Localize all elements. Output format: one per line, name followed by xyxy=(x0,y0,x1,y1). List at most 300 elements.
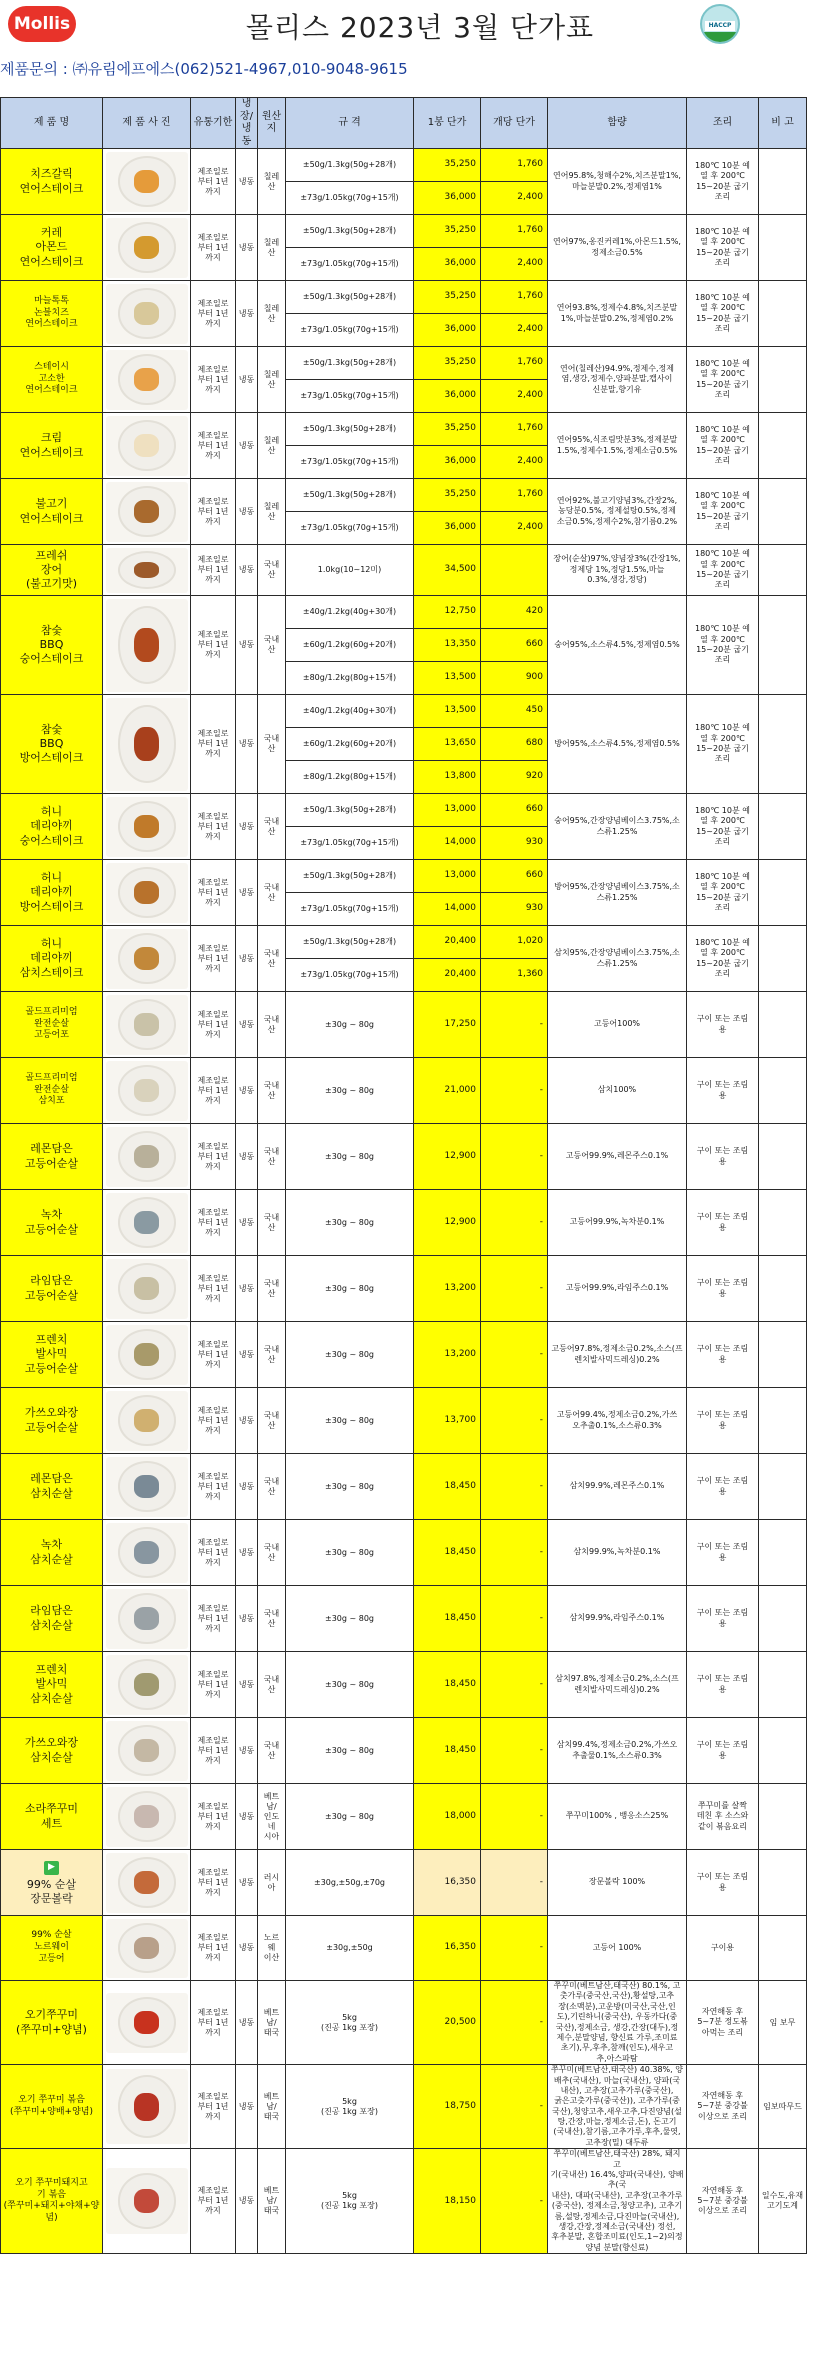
storage-type: 냉동 xyxy=(236,1388,258,1454)
table-row xyxy=(1,1454,807,1520)
table-row xyxy=(1,1256,807,1322)
unit-price: - xyxy=(481,1190,548,1256)
ingredient: 삼치95%,간장양념베이스3.75%,소 스류1.25% xyxy=(548,926,687,992)
product-name-text: 레몬담은 삼치순살 xyxy=(30,1472,73,1500)
table-row xyxy=(1,281,807,314)
spec: ±30g ~ 80g xyxy=(286,1652,414,1718)
cooking-method: 180℃ 10분 예 열 후 200℃ 15~20분 굽기 조리 xyxy=(687,545,759,596)
spec: ±73g/1.05kg(70g+15개) xyxy=(286,314,414,347)
unit-price: - xyxy=(481,1850,548,1916)
unit-price: 660 xyxy=(481,794,548,827)
table-row xyxy=(1,992,807,1058)
origin: 국내산 xyxy=(258,1388,286,1454)
storage-type: 냉동 xyxy=(236,926,258,992)
spec: 5kg (진공 1kg 포장) xyxy=(286,1981,414,2065)
food-photo-icon xyxy=(106,1523,188,1583)
ingredient: 연어95%,식조림맛분3%,정제분말 1.5%,정제수1.5%,정제소금0.5% xyxy=(548,413,687,479)
spec: ±73g/1.05kg(70g+15개) xyxy=(286,248,414,281)
shelf-life: 제조일로 부터 1년 까지 xyxy=(191,545,236,596)
origin: 국내산 xyxy=(258,1652,286,1718)
product-photo xyxy=(103,1718,191,1784)
product-photo xyxy=(103,545,191,596)
shelf-life: 제조일로 부터 1년 까지 xyxy=(191,1190,236,1256)
shelf-life: 제조일로 부터 1년 까지 xyxy=(191,479,236,545)
storage-type: 냉동 xyxy=(236,1520,258,1586)
bag-price: 18,450 xyxy=(414,1520,481,1586)
product-name xyxy=(1,992,103,1058)
storage-type: 냉동 xyxy=(236,1916,258,1981)
shelf-life: 제조일로 부터 1년 까지 xyxy=(191,1916,236,1981)
food-photo-icon xyxy=(106,1787,188,1847)
spec: ±60g/1.2kg(60g+20개) xyxy=(286,629,414,662)
ingredient: 고등어99.9%,녹차분0.1% xyxy=(548,1190,687,1256)
bag-price: 36,000 xyxy=(414,446,481,479)
bag-price: 18,450 xyxy=(414,1454,481,1520)
product-name-text: 프레쉬 장어 (불고기맛) xyxy=(25,548,78,591)
product-name xyxy=(1,1718,103,1784)
product-name-text: 라임담은 삼치순살 xyxy=(30,1604,73,1632)
product-photo xyxy=(103,2149,191,2254)
origin: 국내산 xyxy=(258,596,286,695)
product-name-text: 크림 연어스테이크 xyxy=(19,431,84,459)
col-origin-header: 원산지 xyxy=(258,98,286,149)
product-name xyxy=(1,1388,103,1454)
cooking-method: 180℃ 10분 예 열 후 200℃ 15~20분 굽기 조리 xyxy=(687,347,759,413)
origin: 국내산 xyxy=(258,1718,286,1784)
storage-type: 냉동 xyxy=(236,1256,258,1322)
col-bag-price-header: 1봉 단가 xyxy=(414,98,481,149)
product-photo xyxy=(103,1520,191,1586)
ingredient: 고등어99.4%,정제소금0.2%,가쓰 오추출0.1%,소스류0.3% xyxy=(548,1388,687,1454)
product-name xyxy=(1,347,103,413)
ingredient: 고등어99.9%,레몬주스0.1% xyxy=(548,1124,687,1190)
unit-price: - xyxy=(481,2065,548,2149)
col-note-header: 비 고 xyxy=(759,98,807,149)
table-row xyxy=(1,545,807,596)
shelf-life: 제조일로 부터 1년 까지 xyxy=(191,1124,236,1190)
product-name-text: 골드프리미엄 완전순살 삼치포 xyxy=(25,1072,78,1107)
remark xyxy=(759,695,807,794)
cooking-method: 180℃ 10분 예 열 후 200℃ 15~20분 굽기 조리 xyxy=(687,281,759,347)
product-photo xyxy=(103,1652,191,1718)
food-photo-icon xyxy=(106,797,188,857)
ingredient: 삼치99.4%,정제소금0.2%,가쓰오 추출물0.1%,소스류0.3% xyxy=(548,1718,687,1784)
remark xyxy=(759,149,807,215)
remark xyxy=(759,1058,807,1124)
shelf-life: 제조일로 부터 1년 까지 xyxy=(191,992,236,1058)
table-row xyxy=(1,1784,807,1850)
product-name xyxy=(1,1652,103,1718)
cooking-method: 구이 또는 조림 용 xyxy=(687,1256,759,1322)
haccp-label: HACCP xyxy=(705,21,735,31)
food-photo-icon xyxy=(106,218,188,278)
product-name-text: 골드프리미엄 완전순살 고등어포 xyxy=(25,1006,78,1041)
unit-price: 920 xyxy=(481,761,548,794)
unit-price: 900 xyxy=(481,662,548,695)
table-row xyxy=(1,2149,807,2254)
product-name xyxy=(1,1784,103,1850)
unit-price: - xyxy=(481,1058,548,1124)
product-name xyxy=(1,545,103,596)
unit-price: 1,760 xyxy=(481,347,548,380)
product-photo xyxy=(103,347,191,413)
ingredient: 방어95%,소스류4.5%,정제염0.5% xyxy=(548,695,687,794)
remark xyxy=(759,545,807,596)
product-name-text: 프렌치 발사믹 고등어순살 xyxy=(24,1333,79,1375)
table-row xyxy=(1,1981,807,2065)
spec: 5kg (진공 1kg 포장) xyxy=(286,2149,414,2254)
cooking-method: 180℃ 10분 예 열 후 200℃ 15~20분 굽기 조리 xyxy=(687,479,759,545)
product-photo xyxy=(103,1916,191,1981)
spec: ±30g,±50g xyxy=(286,1916,414,1981)
col-photo-header: 제 품 사 진 xyxy=(103,98,191,149)
shelf-life: 제조일로 부터 1년 까지 xyxy=(191,1520,236,1586)
table-row xyxy=(1,1718,807,1784)
col-spec-header: 규 격 xyxy=(286,98,414,149)
origin: 칠레산 xyxy=(258,281,286,347)
product-photo xyxy=(103,149,191,215)
unit-price: 450 xyxy=(481,695,548,728)
remark: 임보따무드 xyxy=(759,2065,807,2149)
ingredient: 연어92%,불고기양념3%,간장2%, 농당분0.5%, 정제설탕0.5%,정제 소금0.5%,정제수2%,참기름0.2% xyxy=(548,479,687,545)
bag-price: 34,500 xyxy=(414,545,481,596)
cooking-method: 구이 또는 조림 용 xyxy=(687,1850,759,1916)
product-name-text: 레몬담은 고등어순살 xyxy=(24,1142,79,1170)
bag-price: 35,250 xyxy=(414,215,481,248)
product-name-text: 참숯 BBQ 방어스테이크 xyxy=(19,722,84,765)
bag-price: 13,200 xyxy=(414,1256,481,1322)
ingredient: 삼치99.9%,레몬주스0.1% xyxy=(548,1454,687,1520)
bag-price: 36,000 xyxy=(414,512,481,545)
spec: ±50g/1.3kg(50g+28개) xyxy=(286,794,414,827)
bag-price: 12,750 xyxy=(414,596,481,629)
product-name-text: 불고기 연어스테이크 xyxy=(19,497,84,525)
origin: 러시아 xyxy=(258,1850,286,1916)
bag-price: 18,450 xyxy=(414,1586,481,1652)
cooking-method: 180℃ 10분 예 열 후 200℃ 15~20분 굽기 조리 xyxy=(687,794,759,860)
ingredient: 삼치97.8%,정제소금0.2%,소스(프 렌치발사믹드레싱)0.2% xyxy=(548,1652,687,1718)
food-photo-icon xyxy=(106,599,188,692)
remark xyxy=(759,860,807,926)
storage-type: 냉동 xyxy=(236,794,258,860)
origin: 국내산 xyxy=(258,1124,286,1190)
product-name-text: 가쓰오와장 삼치순살 xyxy=(24,1736,79,1764)
ingredient: 연어95.8%,청해수2%,치즈분말1%, 마늘분말0.2%,정제염1% xyxy=(548,149,687,215)
unit-price: 2,400 xyxy=(481,446,548,479)
cooking-method: 구이 또는 조림 용 xyxy=(687,1454,759,1520)
product-name-text: 99% 순살 장문볼락 xyxy=(26,1877,77,1905)
cooking-method: 자연해동 후 5~7분 정도볶 아먹는 조리 xyxy=(687,1981,759,2065)
spec: ±73g/1.05kg(70g+15개) xyxy=(286,380,414,413)
storage-type: 냉동 xyxy=(236,1124,258,1190)
shelf-life: 제조일로 부터 1년 까지 xyxy=(191,2149,236,2254)
bag-price: 20,500 xyxy=(414,1981,481,2065)
unit-price: - xyxy=(481,1784,548,1850)
col-unit-price-header: 개당 단가 xyxy=(481,98,548,149)
unit-price: 660 xyxy=(481,860,548,893)
unit-price: 1,020 xyxy=(481,926,548,959)
shelf-life: 제조일로 부터 1년 까지 xyxy=(191,1718,236,1784)
contact-label: 제품문의 : xyxy=(0,60,68,78)
product-name-text: 소라쭈꾸미 세트 xyxy=(24,1802,79,1830)
unit-price: - xyxy=(481,1981,548,2065)
unit-price: 1,760 xyxy=(481,281,548,314)
remark xyxy=(759,1718,807,1784)
origin: 칠레산 xyxy=(258,215,286,281)
food-photo-icon xyxy=(106,1391,188,1451)
table-row xyxy=(1,926,807,959)
product-photo xyxy=(103,1190,191,1256)
remark xyxy=(759,1784,807,1850)
bag-price: 18,150 xyxy=(414,2149,481,2254)
remark xyxy=(759,1256,807,1322)
product-name-text: 오기쭈꾸미 (쭈꾸미+양념) xyxy=(16,2008,87,2036)
unit-price: 2,400 xyxy=(481,512,548,545)
product-name xyxy=(1,596,103,695)
food-photo-icon xyxy=(106,698,188,791)
table-row xyxy=(1,1190,807,1256)
remark xyxy=(759,596,807,695)
storage-type: 냉동 xyxy=(236,215,258,281)
remark: 일수도,유재 고기도계 xyxy=(759,2149,807,2254)
table-row xyxy=(1,596,807,629)
table-row xyxy=(1,479,807,512)
spec: ±30g ~ 80g xyxy=(286,1058,414,1124)
origin: 베트남/ 태국 xyxy=(258,2065,286,2149)
cooking-method: 구이용 xyxy=(687,1916,759,1981)
spec: ±73g/1.05kg(70g+15개) xyxy=(286,827,414,860)
spec: ±30g ~ 80g xyxy=(286,1124,414,1190)
food-photo-icon xyxy=(106,2168,188,2234)
shelf-life: 제조일로 부터 1년 까지 xyxy=(191,695,236,794)
spec: ±30g ~ 80g xyxy=(286,992,414,1058)
product-photo xyxy=(103,1322,191,1388)
food-photo-icon xyxy=(106,152,188,212)
ingredient: 쭈꾸미100% , 뱅응소스25% xyxy=(548,1784,687,1850)
food-photo-icon xyxy=(106,350,188,410)
table-row xyxy=(1,215,807,248)
ingredient: 삼치99.9%,녹차분0.1% xyxy=(548,1520,687,1586)
product-name xyxy=(1,215,103,281)
food-photo-icon xyxy=(106,929,188,989)
shelf-life: 제조일로 부터 1년 까지 xyxy=(191,1586,236,1652)
shelf-life: 제조일로 부터 1년 까지 xyxy=(191,281,236,347)
spec: ±73g/1.05kg(70g+15개) xyxy=(286,182,414,215)
ingredient: 쭈꾸미(베트남산,태국산) 40.38%, 양 배추(국내산), 마늘(국내산), 양파(국 내산), 고추장(고추가루(중국산), 굵은고춧가루(중국산)), 고추가루(중 국산),청양고추,새우고추,다진양념(설 탕,간장,마늘,정제소금,돈), 돈고기 (국내산),참기름,고추가루,후추,물엿, 고추장(밀) 대두류 xyxy=(548,2065,687,2149)
bag-price: 13,800 xyxy=(414,761,481,794)
unit-price: - xyxy=(481,1916,548,1981)
bag-price: 16,350 xyxy=(414,1916,481,1981)
product-name-text: 99% 순살 노르웨이 고등어 xyxy=(31,1930,72,1964)
cooking-method: 구이 또는 조림 용 xyxy=(687,992,759,1058)
food-photo-icon xyxy=(106,1193,188,1253)
product-name xyxy=(1,281,103,347)
storage-type: 냉동 xyxy=(236,1652,258,1718)
food-photo-icon xyxy=(106,1127,188,1187)
ingredient: 삼치100% xyxy=(548,1058,687,1124)
bag-price: 13,000 xyxy=(414,860,481,893)
cooking-method: 구이 또는 조림 용 xyxy=(687,1520,759,1586)
shelf-life: 제조일로 부터 1년 까지 xyxy=(191,1981,236,2065)
spec: ±30g ~ 80g xyxy=(286,1520,414,1586)
spec: 1.0kg(10~12미) xyxy=(286,545,414,596)
unit-price: - xyxy=(481,1124,548,1190)
origin: 국내산 xyxy=(258,992,286,1058)
storage-type: 냉동 xyxy=(236,149,258,215)
origin: 베트남/ 인도네 시아 xyxy=(258,1784,286,1850)
bag-price: 16,350 xyxy=(414,1850,481,1916)
shelf-life: 제조일로 부터 1년 까지 xyxy=(191,1388,236,1454)
bag-price: 35,250 xyxy=(414,149,481,182)
shelf-life: 제조일로 부터 1년 까지 xyxy=(191,1256,236,1322)
price-table xyxy=(0,97,807,2254)
spec: ±60g/1.2kg(60g+20개) xyxy=(286,728,414,761)
shelf-life: 제조일로 부터 1년 까지 xyxy=(191,215,236,281)
product-name-text: 녹차 삼치순살 xyxy=(30,1538,73,1566)
remark xyxy=(759,992,807,1058)
product-name xyxy=(1,1322,103,1388)
bag-price: 20,400 xyxy=(414,959,481,992)
product-name-text: 녹차 고등어순살 xyxy=(24,1208,79,1236)
product-name xyxy=(1,1520,103,1586)
cooking-method: 구이 또는 조림 용 xyxy=(687,1718,759,1784)
cooking-method: 구이 또는 조림 용 xyxy=(687,1322,759,1388)
header xyxy=(0,0,840,48)
spec: ±30g ~ 80g xyxy=(286,1256,414,1322)
unit-price: 1,360 xyxy=(481,959,548,992)
product-name-text: 오기 쭈꾸미돼지고 기 볶음 (쭈꾸미+돼지+야채+양념) xyxy=(3,2177,100,2223)
food-photo-icon xyxy=(106,1721,188,1781)
storage-type: 냉동 xyxy=(236,2149,258,2254)
mollis-logo: Mollis xyxy=(8,6,76,42)
spec: ±50g/1.3kg(50g+28개) xyxy=(286,215,414,248)
remark: 임 보무 xyxy=(759,1981,807,2065)
food-photo-icon xyxy=(106,2069,188,2144)
cooking-method: 구이 또는 조림 용 xyxy=(687,1058,759,1124)
ingredient: 쭈꾸미(베트남산,태국산) 80.1%, 고 춧가루(중국산,국산),황설탕,고추 장(소맥분),고운방(미국산,국산,인 도),기린하니(중국산), 우동카다(중 국산),정제소금, 생강,간장(대두),정 제수,분말양념, 향신료 가루,조미료 초기),무,후추,참깨(인도),새우고 추,아스파탐 xyxy=(548,1981,687,2065)
contact-value: ㈜유림에프에스(062)521-4967,010-9048-9615 xyxy=(72,60,408,78)
spec: ±73g/1.05kg(70g+15개) xyxy=(286,893,414,926)
bag-price: 35,250 xyxy=(414,479,481,512)
spec: ±50g/1.3kg(50g+28개) xyxy=(286,926,414,959)
spec: ±73g/1.05kg(70g+15개) xyxy=(286,446,414,479)
unit-price: 1,760 xyxy=(481,479,548,512)
storage-type: 냉동 xyxy=(236,1718,258,1784)
product-photo xyxy=(103,860,191,926)
product-name xyxy=(1,1586,103,1652)
table-body xyxy=(1,149,807,2254)
origin: 국내산 xyxy=(258,860,286,926)
spec: ±50g/1.3kg(50g+28개) xyxy=(286,149,414,182)
remark xyxy=(759,1850,807,1916)
ingredient: 숭어95%,소스류4.5%,정제염0.5% xyxy=(548,596,687,695)
table-row xyxy=(1,1058,807,1124)
unit-price: - xyxy=(481,1454,548,1520)
shelf-life: 제조일로 부터 1년 까지 xyxy=(191,926,236,992)
col-ingredient-header: 함량 xyxy=(548,98,687,149)
cooking-method: 180℃ 10분 예 열 후 200℃ 15~20분 굽기 조리 xyxy=(687,695,759,794)
cooking-method: 180℃ 10분 예 열 후 200℃ 15~20분 굽기 조리 xyxy=(687,215,759,281)
origin: 칠레산 xyxy=(258,479,286,545)
storage-type: 냉동 xyxy=(236,1850,258,1916)
shelf-life: 제조일로 부터 1년 까지 xyxy=(191,860,236,926)
cooking-method: 180℃ 10분 예 열 후 200℃ 15~20분 굽기 조리 xyxy=(687,926,759,992)
table-row xyxy=(1,2065,807,2149)
origin: 국내산 xyxy=(258,1454,286,1520)
food-photo-icon xyxy=(106,1061,188,1121)
product-photo xyxy=(103,2065,191,2149)
product-name-text: 허니 데리야끼 숭어스테이크 xyxy=(19,805,84,847)
product-name xyxy=(1,1058,103,1124)
bag-price: 36,000 xyxy=(414,380,481,413)
shelf-life: 제조일로 부터 1년 까지 xyxy=(191,2065,236,2149)
remark xyxy=(759,1190,807,1256)
ingredient: 고등어100% xyxy=(548,992,687,1058)
cooking-method: 자연해동 후 5~7분 중강불 이상으로 조리 xyxy=(687,2149,759,2254)
spec: ±50g/1.3kg(50g+28개) xyxy=(286,479,414,512)
cooking-method: 180℃ 10분 예 열 후 200℃ 15~20분 굽기 조리 xyxy=(687,413,759,479)
remark xyxy=(759,1652,807,1718)
product-name xyxy=(1,1454,103,1520)
product-name-text: 치즈갈릭 연어스테이크 xyxy=(19,167,84,195)
spec: ±30g ~ 80g xyxy=(286,1454,414,1520)
unit-price: - xyxy=(481,1256,548,1322)
storage-type: 냉동 xyxy=(236,596,258,695)
product-photo xyxy=(103,1850,191,1916)
product-photo xyxy=(103,992,191,1058)
product-photo xyxy=(103,926,191,992)
spec: ±73g/1.05kg(70g+15개) xyxy=(286,512,414,545)
unit-price xyxy=(481,545,548,596)
origin: 칠레산 xyxy=(258,413,286,479)
food-photo-icon xyxy=(106,863,188,923)
remark xyxy=(759,1388,807,1454)
shelf-life: 제조일로 부터 1년 까지 xyxy=(191,1322,236,1388)
spec: ±30g ~ 80g xyxy=(286,1784,414,1850)
col-shelf-header: 유통기한 xyxy=(191,98,236,149)
new-badge-icon: ▶ xyxy=(44,1861,59,1875)
product-photo xyxy=(103,1454,191,1520)
bag-price: 20,400 xyxy=(414,926,481,959)
remark xyxy=(759,413,807,479)
product-name-text: 스테이시 고소한 연어스테이크 xyxy=(25,361,78,396)
food-photo-icon xyxy=(106,1325,188,1385)
remark xyxy=(759,1124,807,1190)
unit-price: 680 xyxy=(481,728,548,761)
product-name xyxy=(1,149,103,215)
product-name xyxy=(1,479,103,545)
shelf-life: 제조일로 부터 1년 까지 xyxy=(191,347,236,413)
bag-price: 35,250 xyxy=(414,413,481,446)
table-row xyxy=(1,1520,807,1586)
product-name-text: 프렌치 발사믹 삼치순살 xyxy=(30,1663,73,1705)
table-row xyxy=(1,794,807,827)
unit-price: 2,400 xyxy=(481,248,548,281)
storage-type: 냉동 xyxy=(236,2065,258,2149)
food-photo-icon xyxy=(106,995,188,1055)
origin: 칠레산 xyxy=(258,149,286,215)
product-photo xyxy=(103,479,191,545)
col-name-header: 제 품 명 xyxy=(1,98,103,149)
spec: ±30g ~ 80g xyxy=(286,1190,414,1256)
bag-price: 18,000 xyxy=(414,1784,481,1850)
ingredient: 방어95%,간장양념베이스3.75%,소 스류1.25% xyxy=(548,860,687,926)
ingredient: 연어93.8%,정제수4.8%,치즈분말 1%,마늘분말0.2%,정제염0.2% xyxy=(548,281,687,347)
shelf-life: 제조일로 부터 1년 까지 xyxy=(191,596,236,695)
bag-price: 14,000 xyxy=(414,827,481,860)
food-photo-icon xyxy=(106,548,188,593)
storage-type: 냉동 xyxy=(236,347,258,413)
